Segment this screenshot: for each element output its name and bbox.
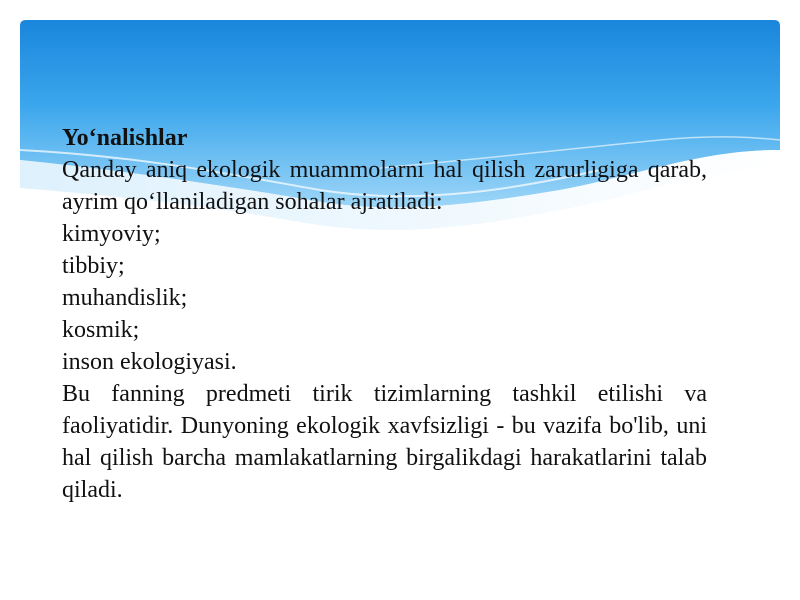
body-paragraph: Bu fanning predmeti tirik tizimlarning tashkil etilishi va faoliyatidir. Dunyoning ekologik xavfsizligi - bu vazifa bo'lib, uni hal qilish barcha mamlakatlarning birgalikdagi harakatlarini talab qiladi. xyxy=(62,381,707,503)
slide-heading: Yo‘nalishlar xyxy=(62,125,188,151)
list-item-inson-ekologiyasi: inson ekologiyasi. xyxy=(62,349,237,375)
list-item-tibbiy: tibbiy; xyxy=(62,253,125,279)
list-item-muhandislik: muhandislik; xyxy=(62,285,188,311)
list-item-kimyoviy: kimyoviy; xyxy=(62,221,161,247)
slide-content xyxy=(62,122,707,506)
list-item-kosmik: kosmik; xyxy=(62,317,140,343)
intro-paragraph: Qanday aniq ekologik muammolarni hal qilish zarurligiga qarab, ayrim qo‘llaniladigan sohalar ajratiladi: xyxy=(62,157,707,215)
